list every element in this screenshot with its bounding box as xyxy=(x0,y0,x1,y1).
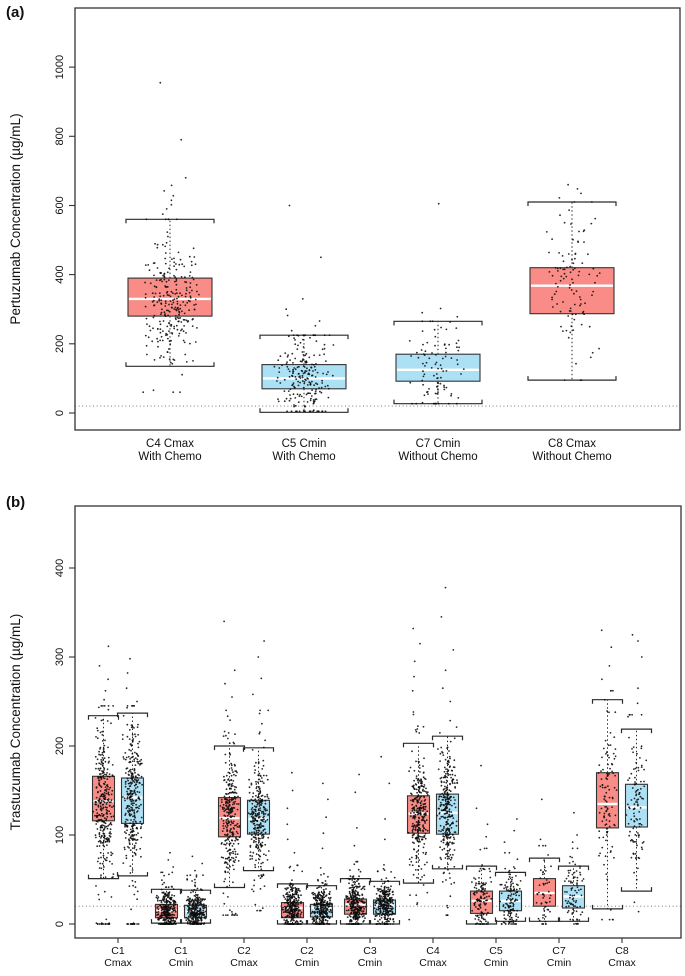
category-label: C5 Cmin xyxy=(281,438,327,450)
y-axis-ticks xyxy=(54,55,75,416)
y-axis-title: Trastuzumab Concentration (µg/mL) xyxy=(8,613,23,831)
y-axis-title: Pertuzumab Concentration (µg/mL) xyxy=(8,113,23,325)
box-C2-Cmin-blue xyxy=(307,783,337,925)
plot-border xyxy=(75,506,681,938)
category-label: C1 xyxy=(174,945,188,957)
category-label-line2: Cmin xyxy=(483,957,509,969)
category-label: C1 xyxy=(111,945,125,957)
jitter-points xyxy=(345,774,366,925)
category-label: C2 xyxy=(300,945,314,957)
box-C2-Cmax-blue xyxy=(244,640,274,911)
box-C2-Cmin-red xyxy=(278,772,308,925)
box-C1-Cmax-red xyxy=(89,645,119,925)
category-label: C4 Cmax xyxy=(146,438,194,450)
box-C8-Cmax-red xyxy=(593,629,623,920)
panel-b-label: (b) xyxy=(6,494,26,511)
category-label: C2 xyxy=(237,945,251,957)
box-C5 Cmin-With Chemo-blue xyxy=(260,205,348,413)
y-axis-ticks xyxy=(54,559,75,927)
box-C7-Cmin-red xyxy=(530,799,560,925)
panel-b xyxy=(0,490,685,976)
jitter-points xyxy=(142,82,200,393)
box-C3-Cmin-red xyxy=(341,774,371,925)
box-C7 Cmin-Without Chemo-blue xyxy=(394,203,482,405)
category-label-line2: Cmin xyxy=(294,957,320,969)
category-label-line2: Cmin xyxy=(168,957,194,969)
box-C4-Cmax-blue xyxy=(433,587,463,916)
box-C8 Cmax-Without Chemo-red xyxy=(528,184,616,381)
box-C2-Cmax-red xyxy=(215,621,245,917)
category-label: C5 xyxy=(489,945,503,957)
y-tick-label: 1000 xyxy=(54,54,66,80)
jitter-points xyxy=(626,634,648,913)
category-label-line2: With Chemo xyxy=(138,451,202,463)
y-tick-label: 800 xyxy=(54,127,66,146)
y-tick-label: 300 xyxy=(54,647,66,667)
category-label-line2: Cmin xyxy=(546,957,572,969)
category-label-line2: Cmax xyxy=(230,957,258,969)
category-label: C4 xyxy=(426,945,440,957)
category-label-line2: Without Chemo xyxy=(532,451,612,463)
category-label: C3 xyxy=(363,945,377,957)
trastuzumab-boxplot-chart xyxy=(0,490,685,976)
y-tick-label: 0 xyxy=(54,409,66,417)
category-label: C8 xyxy=(615,945,629,957)
category-label: C8 Cmax xyxy=(548,438,596,450)
box-C4-Cmax-red xyxy=(404,628,434,921)
box-C1-Cmin-red xyxy=(152,852,182,925)
box-C8-Cmax-blue xyxy=(622,634,652,913)
y-tick-label: 100 xyxy=(54,825,66,845)
y-tick-label: 400 xyxy=(54,265,66,284)
category-label: C7 xyxy=(552,945,566,957)
box-C1-Cmax-blue xyxy=(118,658,148,925)
box-C5-Cmin-blue xyxy=(496,818,526,925)
box-C5-Cmin-red xyxy=(467,765,497,925)
category-label-line2: With Chemo xyxy=(272,451,336,463)
category-label-line2: Cmax xyxy=(104,957,132,969)
panel-a-label: (a) xyxy=(6,4,25,21)
box-C3-Cmin-blue xyxy=(370,756,400,925)
y-tick-label: 200 xyxy=(54,736,66,756)
y-tick-label: 0 xyxy=(54,920,66,928)
jitter-points xyxy=(408,628,429,921)
box-C4 Cmax-With Chemo-red xyxy=(126,82,214,393)
category-label: C7 Cmin xyxy=(415,438,461,450)
box-C7-Cmin-blue xyxy=(559,812,589,925)
category-label-line2: Without Chemo xyxy=(398,451,478,463)
y-tick-label: 600 xyxy=(54,196,66,215)
category-label-line2: Cmin xyxy=(357,957,383,969)
y-tick-label: 200 xyxy=(54,334,66,353)
category-label-line2: Cmax xyxy=(419,957,447,969)
y-tick-label: 400 xyxy=(54,558,66,578)
category-label-line2: Cmax xyxy=(608,957,636,969)
box-C1-Cmin-blue xyxy=(181,856,211,925)
